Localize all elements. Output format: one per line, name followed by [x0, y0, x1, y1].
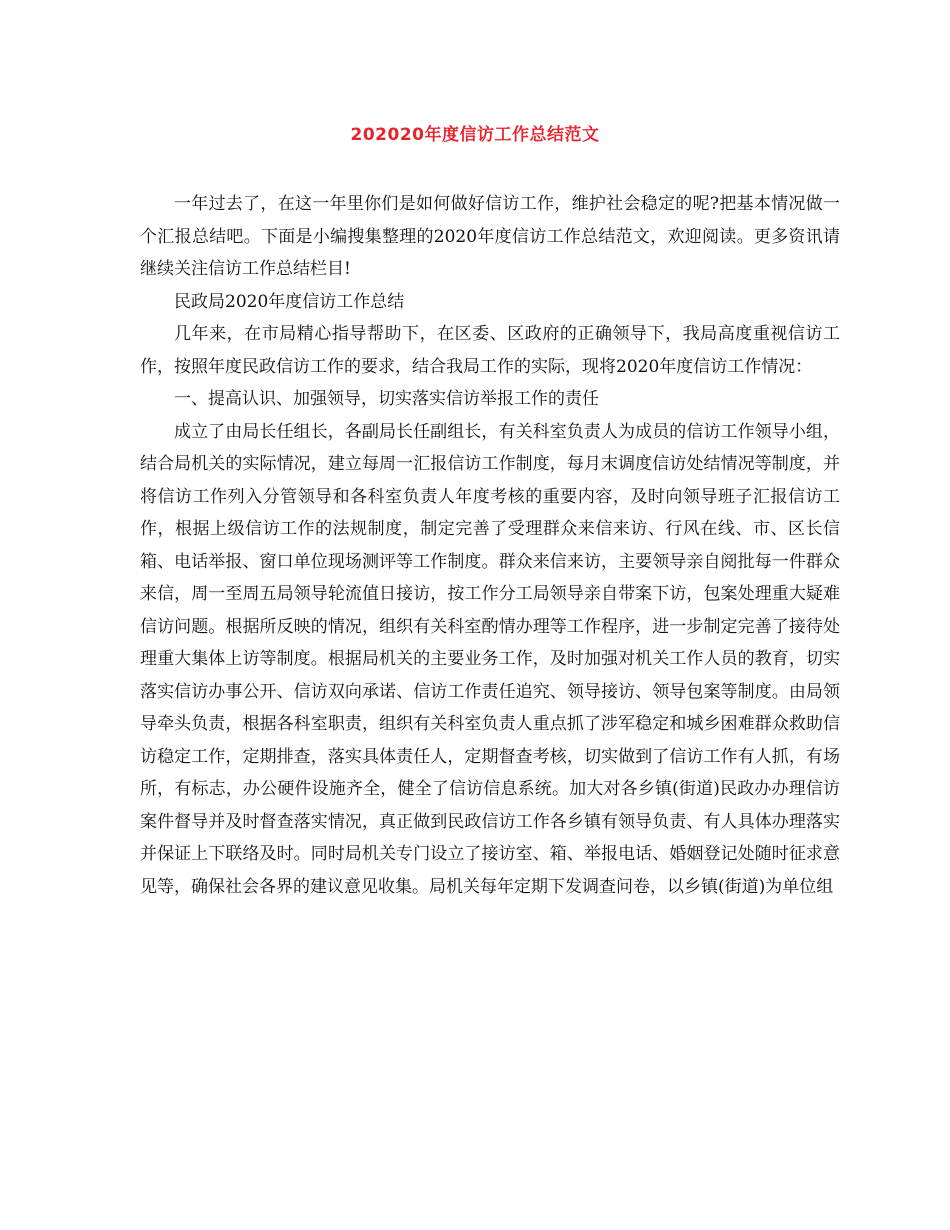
document-body [140, 188, 840, 903]
report-subtitle: 民政局2020年度信访工作总结 [174, 291, 405, 312]
section-1-body: 成立了由局长任组长，各副局长任副组长，有关科室负责人为成员的信访工作领导小组，结合局机关的实际情况，建立每周一汇报信访工作制度，每月末调度信访处结情况等制度，并将信访工作列入分管领导和各科室负责人年度考核的重要内容，及时向领导班子汇报信访工作，根据上级信访工作的法规制度，制定完善了受理群众来信来访、行风在线、市、区长信箱、电话举报、窗口单位现场测评等工作制度。群众来信来访，主要领导亲自阅批每一件群众来信，周一至周五局领导轮流值日接访，按工作分工局领导亲自带案下访，包案处理重大疑难信访问题。根据所反映的情况，组织有关科室酌情办理等工作程序，进一步制定完善了接待处理重大集体上访等制度。根据局机关的主要业务工作，及时加强对机关工作人员的教育，切实落实信访办事公开、信访双向承诺、信访工作责任追究、领导接访、领导包案等制度。由局领导牵头负责，根据各科室职责，组织有关科室负责人重点抓了涉军稳定和城乡困难群众救助信访稳定工作，定期排查，落实具体责任人，定期督查考核，切实做到了信访工作有人抓，有场所，有标志，办公硬件设施齐全，健全了信访信息系统。加大对各乡镇(街道)民政办办理信访案件督导并及时督查落实情况，真正做到民政信访工作各乡镇有领导负责、有人具体办理落实并保证上下联络及时。同时局机关专门设立了接访室、箱、举报电话、婚姻登记处随时征求意见等，确保社会各界的建议意见收集。局机关每年定期下发调查问卷，以乡镇(街道)为单位组 [140, 421, 840, 897]
intro-paragraph: 一年过去了，在这一年里你们是如何做好信访工作，维护社会稳定的呢?把基本情况做一个汇报总结吧。下面是小编搜集整理的2020年度信访工作总结范文，欢迎阅读。更多资讯请继续关注信访工作总结栏目! [140, 194, 840, 279]
document-title: 202020年度信访工作总结范文 [350, 125, 600, 145]
section-heading-1: 一、提高认识、加强领导，切实落实信访举报工作的责任 [174, 389, 599, 409]
opening-paragraph: 几年来，在市局精心指导帮助下，在区委、区政府的正确领导下，我局高度重视信访工作，按照年度民政信访工作的要求，结合我局工作的实际，现将2020年度信访工作情况： [140, 324, 840, 377]
